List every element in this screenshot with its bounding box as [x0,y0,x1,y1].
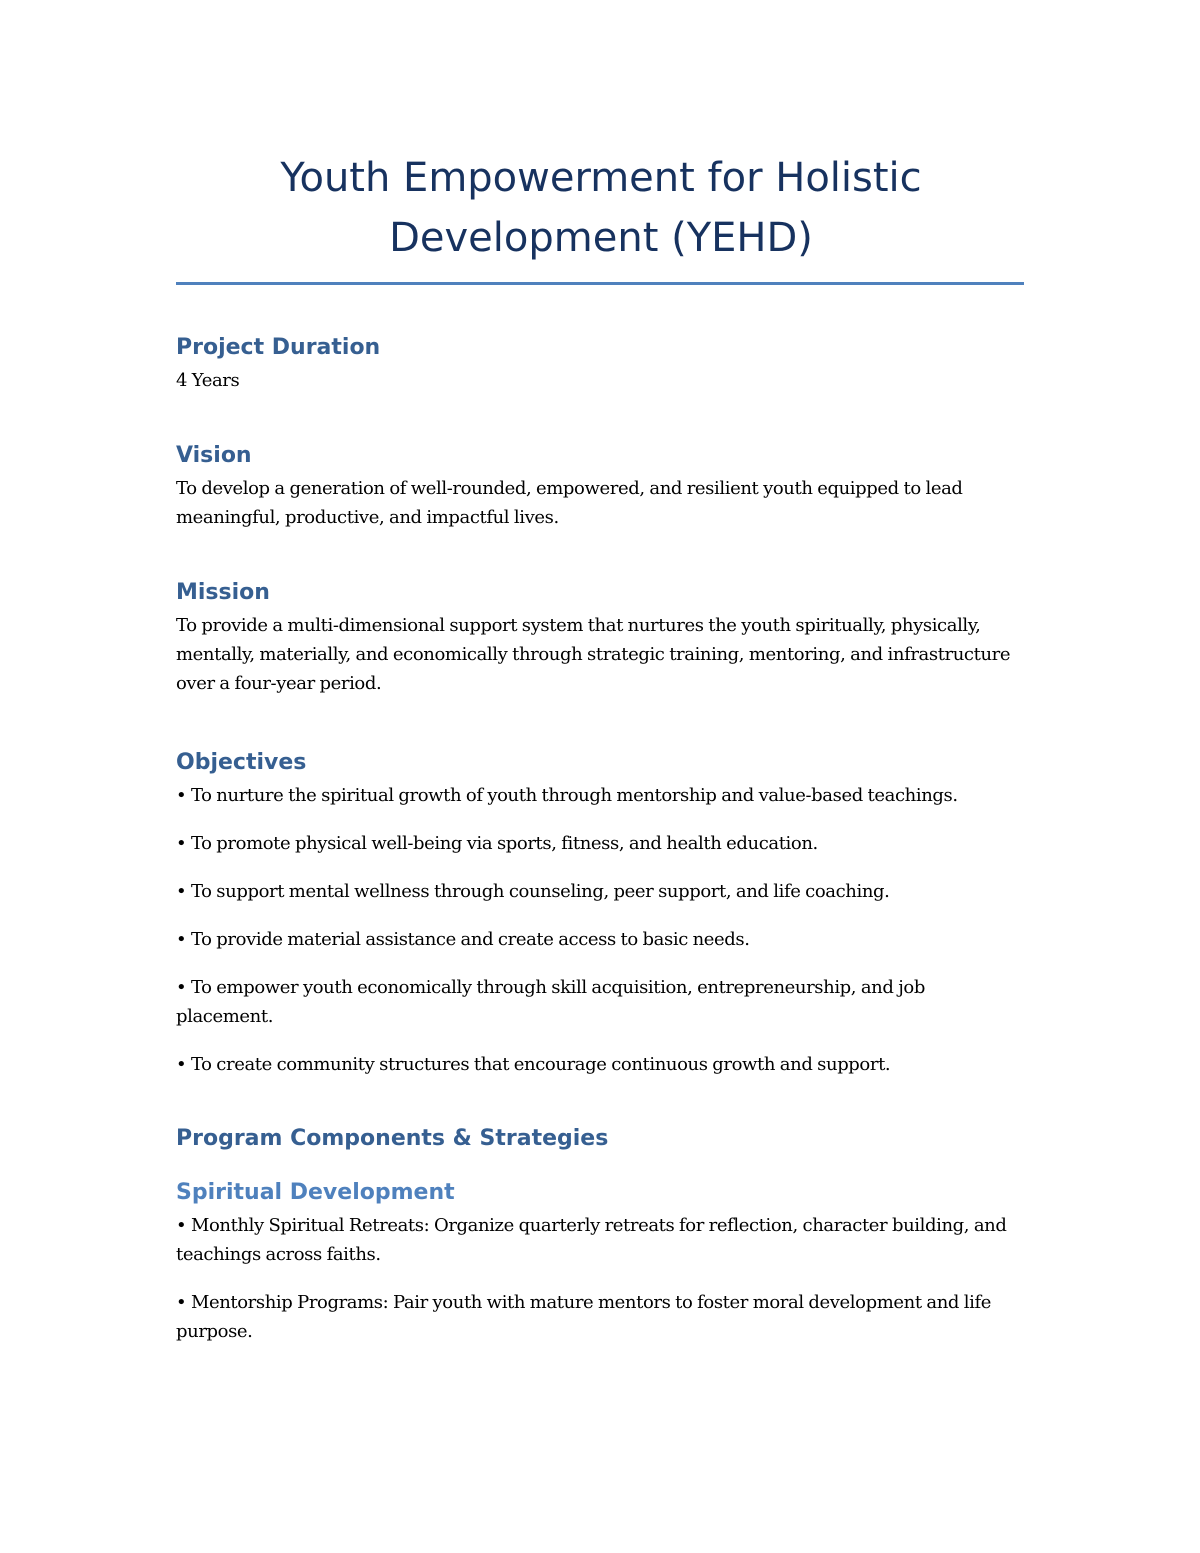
mission-text: To provide a multi-dimensional support system that nurtures the youth spiritually, physically, mentally, materially, and economically through strategic training, mentoring, and infrastructure over a four-year period. [176,615,1011,694]
document-content [176,148,1026,1346]
heading-objectives: Objectives [176,750,307,775]
vision-text: To develop a generation of well-rounded, empowered, and resilient youth equipped to lead meaningful, productive, and impactful lives. [176,478,963,528]
objective-item: • To provide material assistance and create access to basic needs. [176,929,750,950]
objective-item: • To support mental wellness through counseling, peer support, and life coaching. [176,881,890,902]
strategy-item: • Mentorship Programs: Pair youth with mature mentors to foster moral development and life purpose. [176,1292,991,1342]
subheading-spiritual-development: Spiritual Development [176,1180,455,1205]
objectives-list [176,781,1026,1079]
strategy-item: • Monthly Spiritual Retreats: Organize quarterly retreats for reflection, character building, and teachings across faiths. [176,1215,1007,1265]
objective-item: • To empower youth economically through skill acquisition, entrepreneurship, and job placement. [176,977,925,1027]
objective-item: • To promote physical well-being via sports, fitness, and health education. [176,833,818,854]
project-duration-text: 4 Years [176,370,240,391]
heading-mission: Mission [176,580,270,605]
heading-program-components: Program Components & Strategies [176,1126,609,1151]
spiritual-list [176,1211,1026,1346]
heading-project-duration: Project Duration [176,335,381,360]
objective-item: • To create community structures that encourage continuous growth and support. [176,1054,891,1075]
document-title: Youth Empowerment for Holistic Development (YEHD) [280,155,922,261]
objective-item: • To nurture the spiritual growth of youth through mentorship and value-based teachings. [176,785,958,806]
title-underline [176,282,1024,285]
heading-vision: Vision [176,443,252,468]
